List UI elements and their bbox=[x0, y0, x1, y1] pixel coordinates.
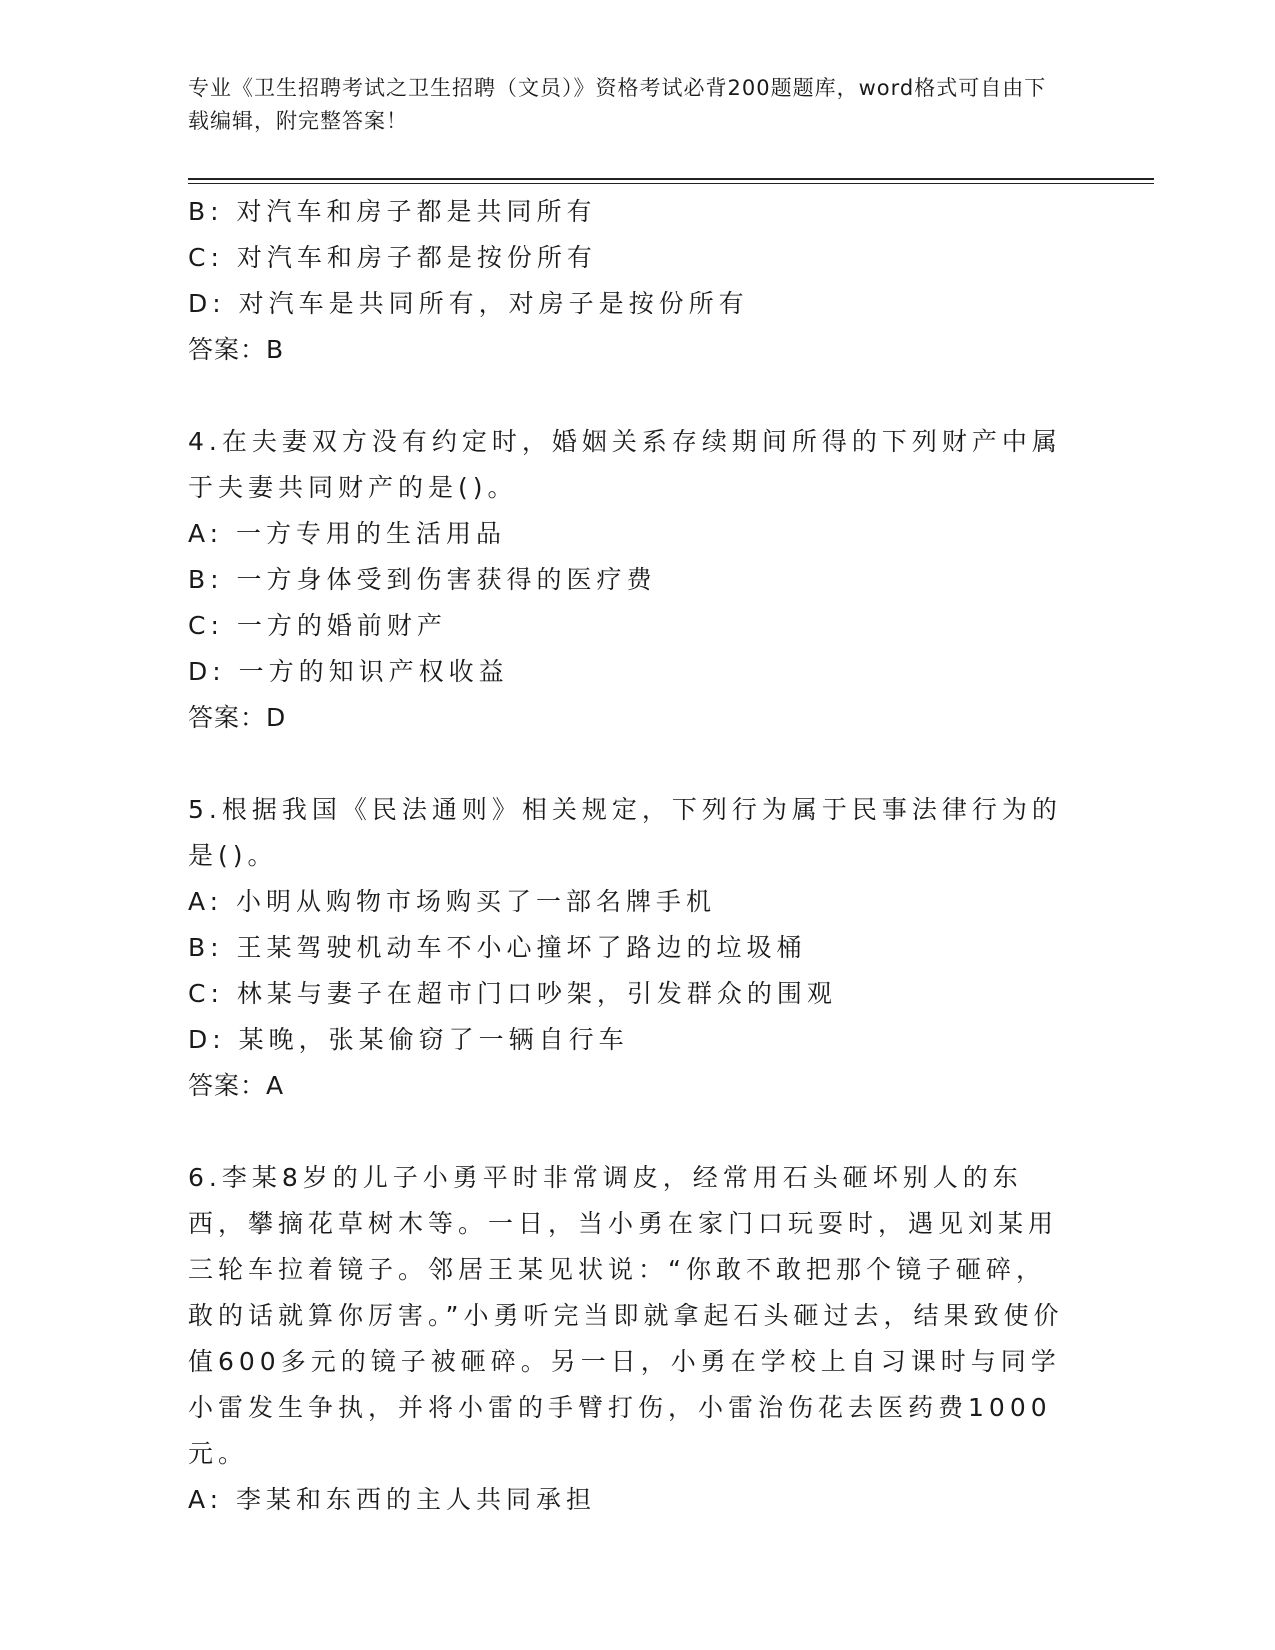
option-b: B: 王某驾驶机动车不小心撞坏了路边的垃圾桶 bbox=[188, 933, 807, 962]
answer: 答案：D bbox=[188, 703, 287, 732]
option-b: B: 一方身体受到伤害获得的医疗费 bbox=[188, 565, 657, 594]
option-d: D: 对汽车是共同所有，对房子是按份所有 bbox=[188, 289, 749, 318]
question-text: 5.根据我国《民法通则》相关规定，下列行为属于民事法律行为的是()。 bbox=[188, 795, 1062, 870]
question-block bbox=[188, 787, 1068, 1109]
option-d: D: 一方的知识产权收益 bbox=[188, 657, 509, 686]
option-b: B: 对汽车和房子都是共同所有 bbox=[188, 197, 597, 226]
answer: 答案：A bbox=[188, 1071, 285, 1100]
question-block bbox=[188, 419, 1068, 741]
answer: 答案：B bbox=[188, 335, 285, 364]
question-text: 6.李某8岁的儿子小勇平时非常调皮，经常用石头砸坏别人的东西，攀摘花草树木等。一日，当小勇在家门口玩耍时，遇见刘某用三轮车拉着镜子。邻居王某见状说：“你敢不敢把那个镜子砸碎，敢的话就算你厉害。”小勇听完当即就拿起石头砸过去，结果致使价值600多元的镜子被砸碎。另一日，小勇在学校上自习课时与同学小雷发生争执，并将小雷的手臂打伤，小雷治伤花去医药费1000元。 bbox=[188, 1163, 1064, 1468]
option-c: C: 林某与妻子在超市门口吵架，引发群众的围观 bbox=[188, 979, 837, 1008]
header-divider-thin bbox=[188, 183, 1154, 184]
option-c: C: 对汽车和房子都是按份所有 bbox=[188, 243, 597, 272]
document-title: 专业《卫生招聘考试之卫生招聘（文员）》资格考试必背200题题库，word格式可自由下载编辑，附完整答案！ bbox=[188, 76, 1047, 133]
option-c: C: 一方的婚前财产 bbox=[188, 611, 447, 640]
option-d: D: 某晚，张某偷窃了一辆自行车 bbox=[188, 1025, 629, 1054]
question-content bbox=[188, 189, 1068, 1523]
question-block bbox=[188, 189, 1068, 373]
question-text: 4.在夫妻双方没有约定时，婚姻关系存续期间所得的下列财产中属于夫妻共同财产的是()。 bbox=[188, 427, 1062, 502]
option-a: A: 小明从购物市场购买了一部名牌手机 bbox=[188, 887, 717, 916]
option-a: A: 李某和东西的主人共同承担 bbox=[188, 1485, 597, 1514]
header-divider bbox=[188, 178, 1154, 180]
question-block bbox=[188, 1155, 1068, 1523]
document-header bbox=[188, 72, 1068, 138]
option-a: A: 一方专用的生活用品 bbox=[188, 519, 507, 548]
